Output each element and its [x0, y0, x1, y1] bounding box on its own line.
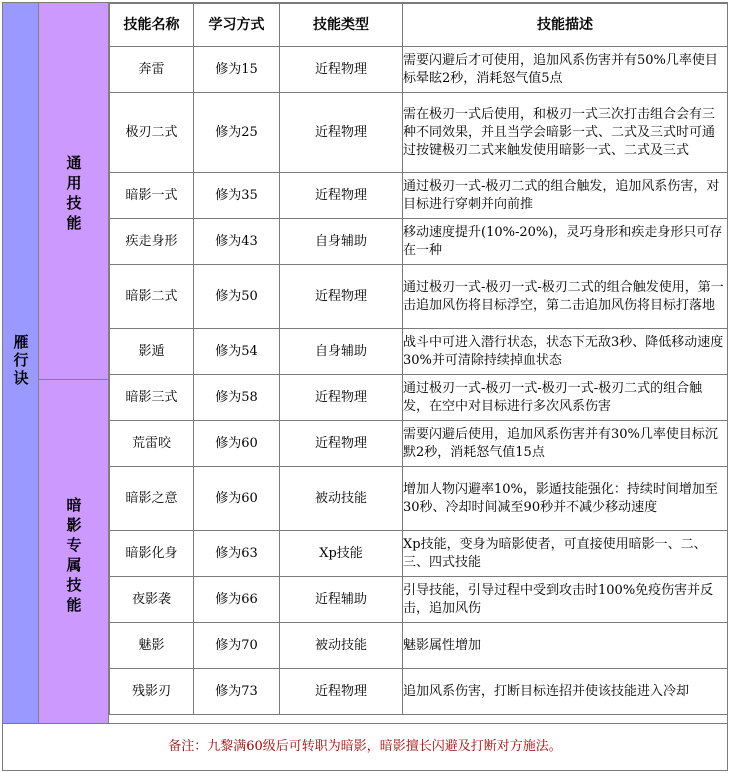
- skill-type-cell: 近程物理: [280, 375, 403, 421]
- skill-name-cell: 暗影三式: [110, 375, 194, 421]
- header-skill-name: 技能名称: [110, 4, 194, 47]
- skill-type-cell: 近程辅助: [280, 577, 403, 623]
- learn-method-cell: 修为66: [194, 577, 280, 623]
- skill-name-cell: 暗影化身: [110, 531, 194, 577]
- group-divider: [39, 379, 109, 380]
- group-char: 技: [66, 194, 82, 212]
- group-char: 技: [66, 576, 82, 594]
- group-label-shadow: [39, 495, 109, 615]
- skill-type-cell: 被动技能: [280, 623, 403, 669]
- table-row: [110, 219, 728, 265]
- skill-name-cell: 夜影袭: [110, 577, 194, 623]
- skill-desc-cell: 增加人物闪避率10%，影遁技能强化：持续时间增加至30秒、冷却时间减至90秒并不减少移动速度: [403, 467, 728, 531]
- category-char: 雁: [13, 333, 29, 351]
- category-char: 行: [13, 351, 29, 369]
- learn-method-cell: 修为60: [194, 467, 280, 531]
- skill-name-cell: 魅影: [110, 623, 194, 669]
- table-row: [110, 329, 728, 375]
- skill-name-cell: 暗影一式: [110, 173, 194, 219]
- table-row: [110, 93, 728, 173]
- learn-method-cell: 修为58: [194, 375, 280, 421]
- skill-desc-cell: 魅影属性增加: [403, 623, 728, 669]
- table-row: [110, 623, 728, 669]
- skills-table-body: [110, 47, 728, 715]
- table-row: [110, 577, 728, 623]
- header-learn-method: 学习方式: [194, 4, 280, 47]
- learn-method-cell: 修为35: [194, 173, 280, 219]
- skill-name-cell: 疾走身形: [110, 219, 194, 265]
- skill-desc-cell: 战斗中可进入潜行状态，状态下无敌3秒、降低移动速度30%并可清除持续掉血状态: [403, 329, 728, 375]
- skill-type-cell: 近程物理: [280, 173, 403, 219]
- skill-desc-cell: Xp技能，变身为暗影使者，可直接使用暗影一、二、三、四式技能: [403, 531, 728, 577]
- learn-method-cell: 修为54: [194, 329, 280, 375]
- skill-desc-cell: 通过极刃一式-极刃一式-极刃一式-极刃二式的组合触发，在空中对目标进行多次风系伤害: [403, 375, 728, 421]
- table-row: [110, 173, 728, 219]
- table-row: [110, 265, 728, 329]
- skill-type-cell: 自身辅助: [280, 219, 403, 265]
- header-skill-desc: 技能描述: [403, 4, 728, 47]
- skill-desc-cell: 通过极刃一式-极刃一式-极刃二式的组合触发使用，第一击追加风伤将目标浮空，第二击追加风伤将目标打落地: [403, 265, 728, 329]
- skill-type-cell: 近程物理: [280, 421, 403, 467]
- skill-type-cell: 近程物理: [280, 47, 403, 93]
- group-column: [39, 3, 109, 723]
- group-label-general: [39, 153, 109, 233]
- learn-method-cell: 修为25: [194, 93, 280, 173]
- skill-desc-cell: 通过极刃一式-极刃二式的组合触发，追加风系伤害，对目标进行穿刺并向前推: [403, 173, 728, 219]
- group-char: 暗: [66, 496, 82, 514]
- skill-type-cell: 近程物理: [280, 93, 403, 173]
- skills-table: [109, 3, 728, 715]
- category-label: [3, 333, 39, 387]
- skill-name-cell: 荒雷咬: [110, 421, 194, 467]
- group-char: 能: [66, 596, 82, 614]
- learn-method-cell: 修为60: [194, 421, 280, 467]
- skill-type-cell: Xp技能: [280, 531, 403, 577]
- learn-method-cell: 修为63: [194, 531, 280, 577]
- skill-name-cell: 暗影之意: [110, 467, 194, 531]
- table-row: [110, 421, 728, 467]
- group-char: 影: [66, 516, 82, 534]
- skill-type-cell: 自身辅助: [280, 329, 403, 375]
- table-row: [110, 531, 728, 577]
- category-char: 诀: [13, 369, 29, 387]
- skill-type-cell: 被动技能: [280, 467, 403, 531]
- header-skill-type: 技能类型: [280, 4, 403, 47]
- learn-method-cell: 修为73: [194, 669, 280, 715]
- group-char: 属: [66, 556, 82, 574]
- table-row: [110, 47, 728, 93]
- table-row: [110, 467, 728, 531]
- learn-method-cell: 修为15: [194, 47, 280, 93]
- skill-name-cell: 影遁: [110, 329, 194, 375]
- skill-desc-cell: 需要闪避后才可使用，追加风系伤害并有50%几率使目标晕眩2秒，消耗怒气值5点: [403, 47, 728, 93]
- group-char: 能: [66, 214, 82, 232]
- learn-method-cell: 修为70: [194, 623, 280, 669]
- table-header-row: [110, 4, 728, 47]
- skill-type-cell: 近程物理: [280, 265, 403, 329]
- skill-name-cell: 极刃二式: [110, 93, 194, 173]
- group-char: 用: [66, 174, 82, 192]
- skill-desc-cell: 引导技能，引导过程中受到攻击时100%免疫伤害并反击，追加风伤: [403, 577, 728, 623]
- skill-type-cell: 近程物理: [280, 669, 403, 715]
- group-char: 专: [66, 536, 82, 554]
- table-row: [110, 669, 728, 715]
- skill-desc-cell: 追加风系伤害，打断目标连招并使该技能进入冷却: [403, 669, 728, 715]
- skill-desc-cell: 移动速度提升(10%-20%)，灵巧身形和疾走身形只可存在一种: [403, 219, 728, 265]
- skill-desc-cell: 需要闪避后使用，追加风系伤害并有30%几率使目标沉默2秒，消耗怒气值15点: [403, 421, 728, 467]
- footnote: 备注：九黎满60级后可转职为暗影，暗影擅长闪避及打断对方施法。: [3, 723, 727, 770]
- group-char: 通: [66, 154, 82, 172]
- category-column: [3, 3, 39, 723]
- skill-desc-cell: 需在极刃一式后使用，和极刃一式三次打击组合会有三种不同效果，并且当学会暗影一式、二式及三式时可通过按键极刃二式来触发使用暗影一式、二式及三式: [403, 93, 728, 173]
- learn-method-cell: 修为43: [194, 219, 280, 265]
- learn-method-cell: 修为50: [194, 265, 280, 329]
- skill-name-cell: 残影刃: [110, 669, 194, 715]
- skill-name-cell: 奔雷: [110, 47, 194, 93]
- table-row: [110, 375, 728, 421]
- skill-name-cell: 暗影二式: [110, 265, 194, 329]
